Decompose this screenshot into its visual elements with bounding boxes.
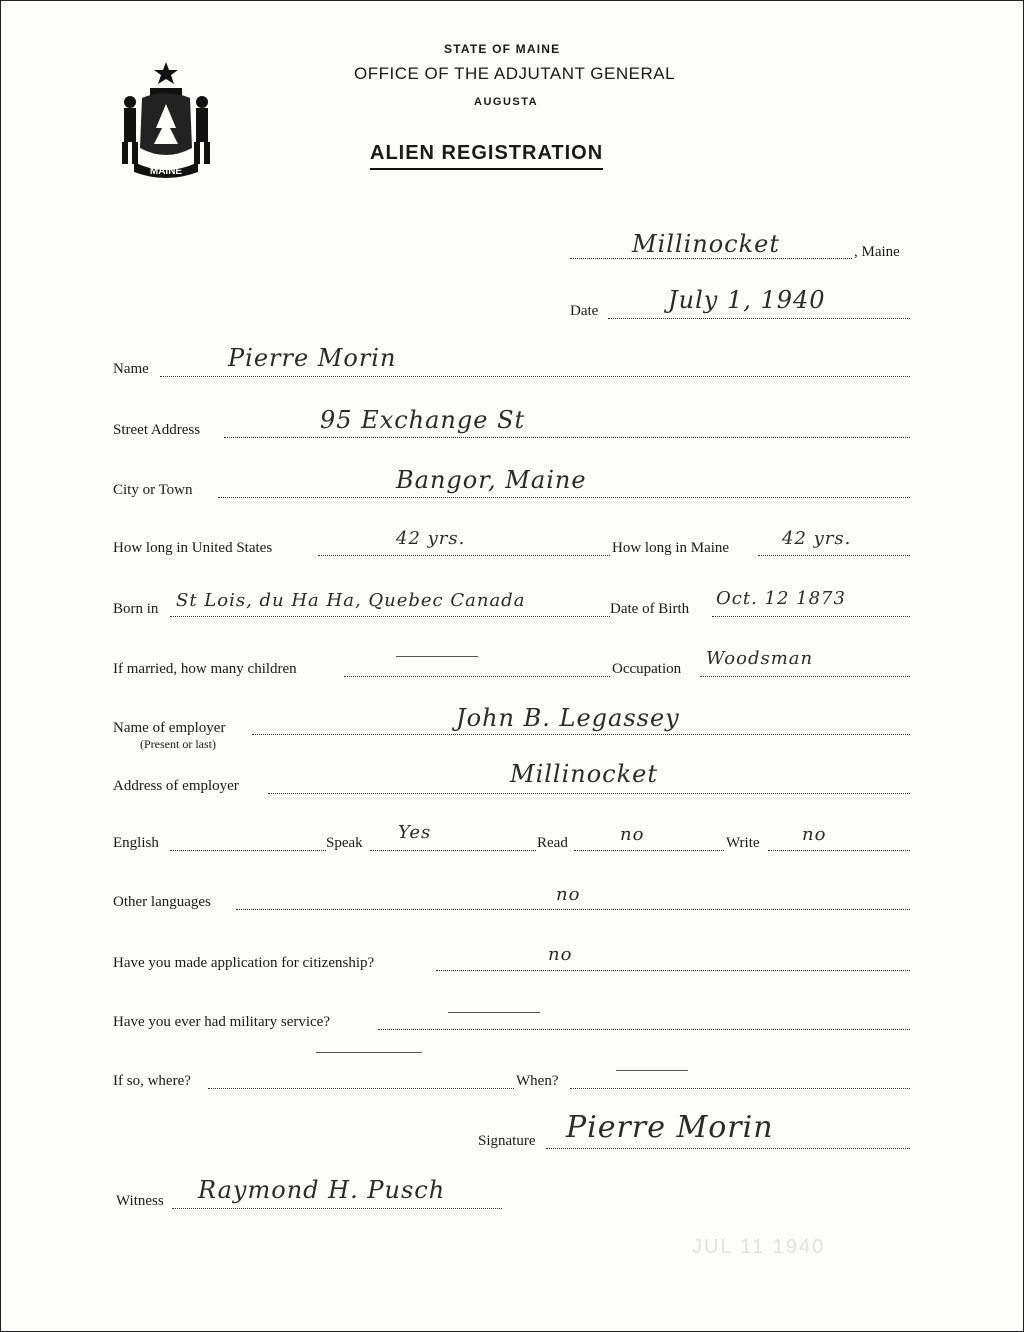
place-value: Millinocket [632,230,781,258]
us-residence-value: 42 yrs. [396,528,466,549]
state-heading: STATE OF MAINE [444,42,561,56]
children-dash [396,656,478,657]
us-residence-line [318,555,610,556]
dob-value: Oct. 12 1873 [716,588,846,609]
maine-residence-value: 42 yrs. [782,528,852,549]
witness-line [172,1208,502,1209]
name-value: Pierre Morin [228,344,397,372]
dob-line [712,616,910,617]
read-value: no [620,824,645,845]
when-label: When? [516,1073,559,1089]
citizenship-value: no [548,944,573,965]
occupation-line [700,676,910,677]
maine-residence-line [758,555,910,556]
date-line [608,318,910,319]
city-line [218,497,910,498]
street-value: 95 Exchange St [320,406,526,434]
employer-sublabel: (Present or last) [140,737,216,751]
office-heading: OFFICE OF THE ADJUTANT GENERAL [354,64,676,83]
signature-label: Signature [478,1133,536,1149]
other-languages-label: Other languages [113,894,211,910]
occupation-label: Occupation [612,661,682,677]
when-dash [616,1070,688,1071]
form-title: ALIEN REGISTRATION [370,142,603,170]
dob-label: Date of Birth [610,601,690,617]
born-value: St Lois, du Ha Ha, Quebec Canada [176,590,526,611]
witness-value: Raymond H. Pusch [198,1176,446,1204]
us-residence-label: How long in United States [113,540,273,556]
employer-value: John B. Legassey [456,704,680,732]
received-stamp: JUL 11 1940 [692,1236,826,1258]
citizenship-line [436,970,910,971]
city-heading: AUGUSTA [474,96,539,108]
english-line [170,850,326,851]
english-label: English [113,835,159,851]
citizenship-label: Have you made application for citizenship? [113,955,375,971]
children-label: If married, how many children [113,661,297,677]
employer-label: Name of employer [113,720,226,736]
write-line [768,850,910,851]
born-line [170,616,610,617]
military-label: Have you ever had military service? [113,1014,330,1030]
read-line [574,850,724,851]
city-value: Bangor, Maine [396,466,587,494]
name-label: Name [113,361,149,377]
other-languages-line [236,909,910,910]
speak-label: Speak [326,835,363,851]
maine-seal-icon [112,58,220,180]
city-label: City or Town [113,482,193,498]
occupation-value: Woodsman [706,648,814,669]
street-label: Street Address [113,422,201,438]
place-suffix: , Maine [854,244,900,260]
employer-address-value: Millinocket [510,760,659,788]
employer-address-line [268,793,910,794]
seal-text: MAINE [149,166,183,177]
date-label: Date [570,303,599,319]
where-line [208,1088,514,1089]
born-label: Born in [113,601,159,617]
military-dash [448,1012,540,1013]
military-line [378,1029,910,1030]
place-line [570,258,852,259]
date-value: July 1, 1940 [668,286,826,314]
children-line [344,676,610,677]
when-line [570,1088,910,1089]
signature-value: Pierre Morin [566,1110,774,1145]
where-label: If so, where? [113,1073,191,1089]
signature-line [546,1148,910,1149]
employer-line [252,734,910,735]
street-line [224,437,910,438]
speak-value: Yes [398,822,432,843]
military-dash-2 [316,1052,422,1053]
employer-address-label: Address of employer [113,778,239,794]
write-value: no [802,824,827,845]
write-label: Write [726,835,760,851]
maine-residence-label: How long in Maine [612,540,730,556]
speak-line [370,850,536,851]
witness-label: Witness [116,1193,164,1209]
name-line [160,376,910,377]
read-label: Read [537,835,568,851]
other-languages-value: no [556,884,581,905]
